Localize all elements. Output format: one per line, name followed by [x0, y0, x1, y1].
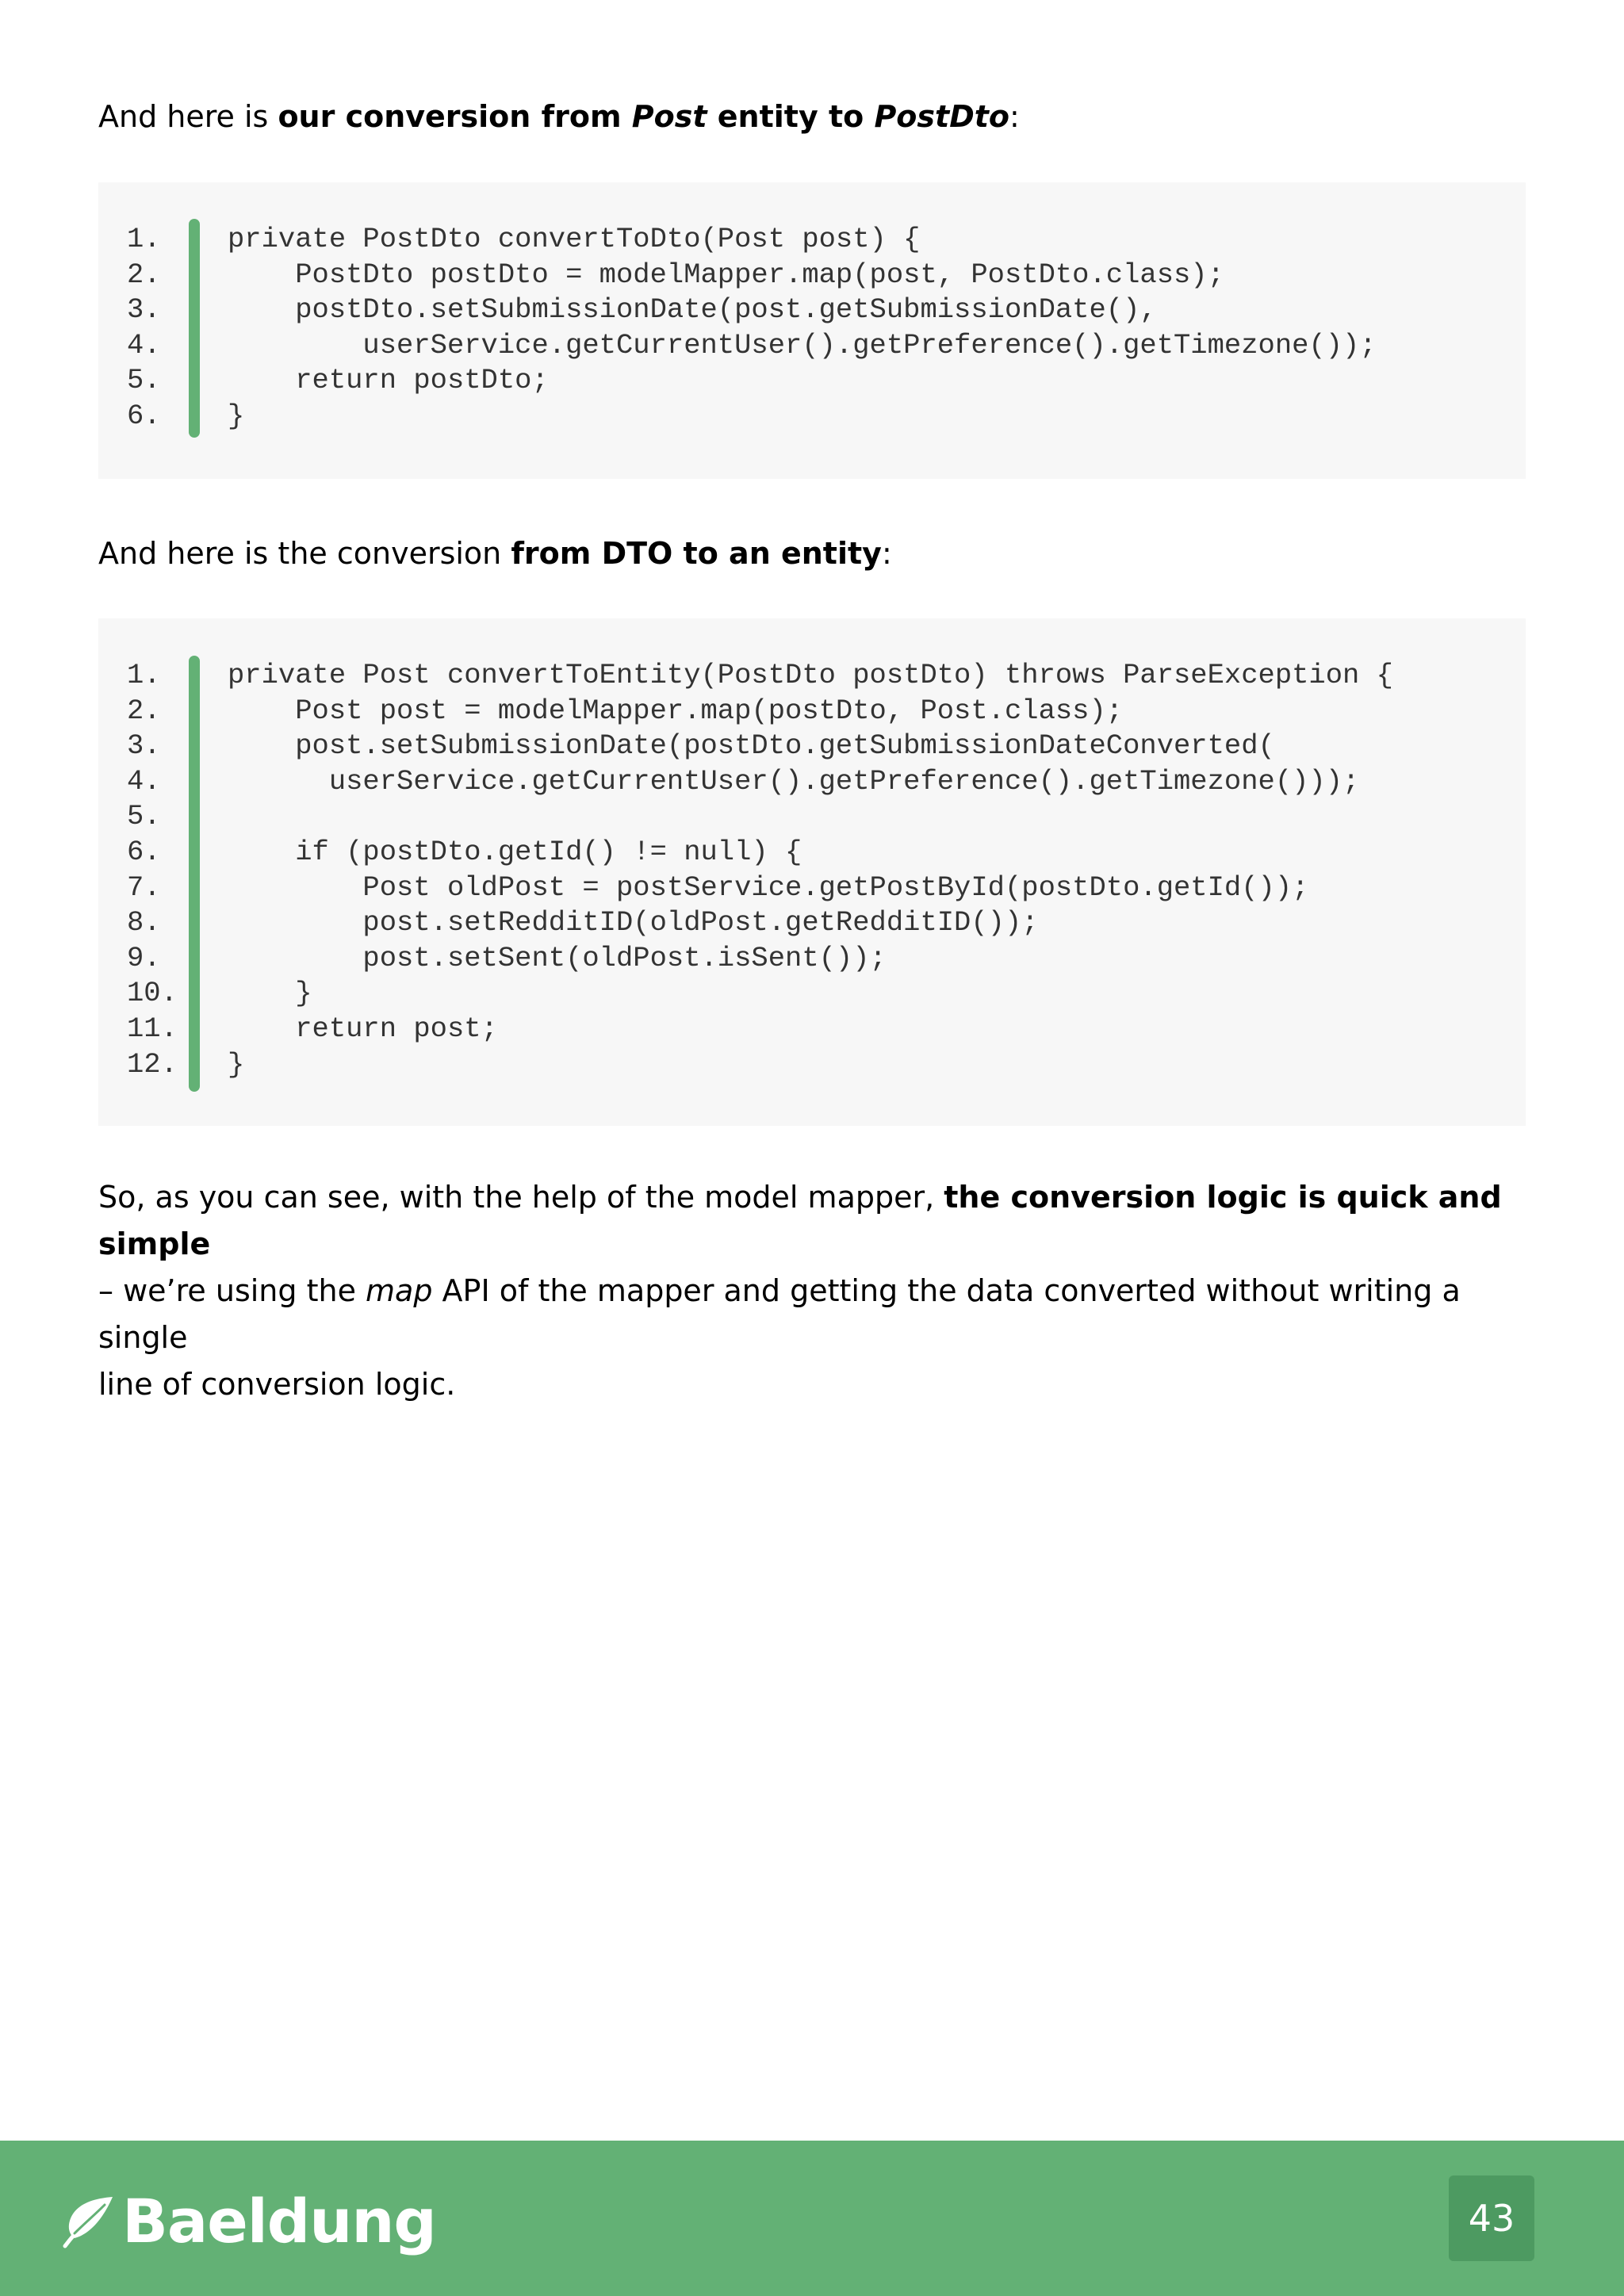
- para2-prefix: And here is the conversion: [98, 536, 511, 571]
- code-text: userService.getCurrentUser().getPreference().getTimezone()));: [228, 764, 1360, 798]
- summary-paragraph: [98, 1174, 1526, 1408]
- code-text: return post;: [228, 1012, 498, 1045]
- code-line: [98, 1047, 1526, 1083]
- intro-paragraph-2: [98, 530, 1526, 577]
- code-text: Post post = modelMapper.map(postDto, Post.class);: [228, 694, 1124, 727]
- line-number: 4.: [127, 764, 161, 798]
- line-number: 10.: [127, 977, 178, 1010]
- line-number: 5.: [127, 800, 161, 833]
- code-line: [98, 905, 1526, 941]
- line-number: 3.: [127, 293, 161, 327]
- code-line: [98, 363, 1526, 399]
- line-number: 1.: [127, 223, 161, 255]
- para1-suffix: :: [1009, 99, 1020, 134]
- para1-bold-italic-b: PostDto: [874, 99, 1010, 134]
- code-line: [98, 222, 1526, 258]
- summary-line-1: [98, 1180, 1502, 1261]
- code-text: Post oldPost = postService.getPostById(postDto.getId());: [228, 871, 1309, 904]
- code-text: if (postDto.getId() != null) {: [228, 836, 802, 868]
- code-line: [98, 871, 1526, 906]
- page-footer: [0, 2141, 1624, 2296]
- summary-line-1-prefix: So, as you can see, with the help of the model mapper,: [98, 1180, 944, 1215]
- line-number: 7.: [127, 871, 161, 904]
- intro-paragraph-1: [98, 94, 1526, 140]
- para1-prefix: And here is: [98, 99, 278, 134]
- line-number: 8.: [127, 906, 161, 939]
- code-line: [98, 328, 1526, 364]
- code-line: [98, 941, 1526, 977]
- leaf-icon: [60, 2194, 116, 2249]
- code-line: [98, 258, 1526, 293]
- line-number: 2.: [127, 258, 161, 291]
- line-number: 11.: [127, 1012, 178, 1045]
- summary-line-1-bold: the conversion logic is quick and simple: [98, 1180, 1502, 1261]
- code-block-2: [98, 618, 1526, 1126]
- code-line: [98, 694, 1526, 729]
- code-line: [98, 835, 1526, 871]
- code-text: }: [228, 1047, 245, 1081]
- code-line: [98, 1012, 1526, 1047]
- line-number: 5.: [127, 364, 161, 397]
- line-number: 6.: [127, 836, 161, 868]
- summary-line-2-italic: map: [366, 1273, 433, 1308]
- line-number: 4.: [127, 328, 161, 362]
- code-line: [98, 764, 1526, 800]
- code-text: postDto.setSubmissionDate(post.getSubmissionDate(),: [228, 293, 1157, 327]
- code-text: private Post convertToEntity(PostDto postDto) throws ParseException {: [228, 659, 1393, 691]
- code-line: [98, 799, 1526, 835]
- para1-bold-a: our conversion from: [278, 99, 632, 134]
- code-line: [98, 729, 1526, 764]
- para2-suffix: :: [881, 536, 892, 571]
- code-text: post.setRedditID(oldPost.getRedditID());: [228, 906, 1039, 939]
- para1-bold-italic-a: Post: [631, 99, 707, 134]
- code-line: [98, 293, 1526, 328]
- code-line: [98, 658, 1526, 694]
- code-text: private PostDto convertToDto(Post post) {: [228, 223, 921, 255]
- code-text: return postDto;: [228, 364, 549, 397]
- page-number-badge: 43: [1449, 2175, 1534, 2261]
- line-number: 9.: [127, 941, 161, 974]
- logo-text: Baeldung: [122, 2186, 436, 2256]
- code-text: }: [228, 977, 312, 1010]
- baeldung-logo[interactable]: [60, 2186, 436, 2256]
- code-text: post.setSubmissionDate(postDto.getSubmissionDateConverted(: [228, 729, 1275, 763]
- line-number: 1.: [127, 659, 161, 691]
- code-block-1: [98, 182, 1526, 479]
- code-text: userService.getCurrentUser().getPreference().getTimezone());: [228, 328, 1377, 362]
- summary-line-2-suffix: API of the mapper and getting the data converted without writing a single: [98, 1273, 1461, 1355]
- line-number: 6.: [127, 400, 161, 432]
- para2-bold: from DTO to an entity: [511, 536, 882, 571]
- code-text: post.setSent(oldPost.isSent());: [228, 941, 887, 974]
- code-text: }: [228, 400, 245, 432]
- para1-bold-b: entity to: [707, 99, 875, 134]
- line-number: 3.: [127, 729, 161, 763]
- line-number: 12.: [127, 1047, 178, 1081]
- code-text: PostDto postDto = modelMapper.map(post, PostDto.class);: [228, 258, 1224, 291]
- code-line: [98, 976, 1526, 1012]
- summary-line-2: [98, 1273, 1461, 1355]
- summary-line-3: line of conversion logic.: [98, 1367, 456, 1402]
- line-number: 2.: [127, 694, 161, 727]
- code-line: [98, 399, 1526, 434]
- summary-line-2-prefix: – we’re using the: [98, 1273, 366, 1308]
